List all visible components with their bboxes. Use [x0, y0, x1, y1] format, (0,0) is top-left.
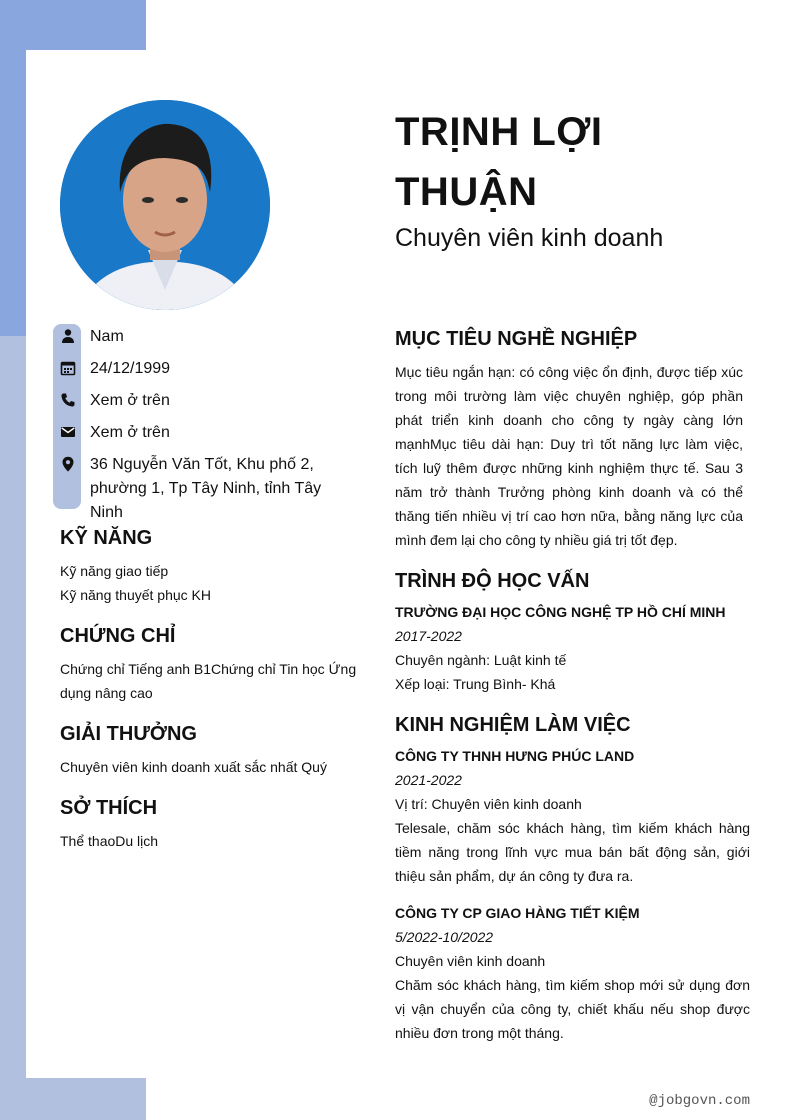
- education-school: TRƯỜNG ĐẠI HỌC CÔNG NGHỆ TP HỒ CHÍ MINH: [395, 604, 726, 620]
- full-name-line-2: THUẬN: [395, 170, 538, 214]
- contact-birthday-text: 24/12/1999: [90, 360, 171, 377]
- experience-heading: KINH NGHIỆM LÀM VIỆC: [395, 714, 631, 736]
- contact-address-text: 36 Nguyễn Văn Tốt, Khu phố 2, phường 1, Tp Tây Ninh, tỉnh Tây Ninh: [90, 456, 322, 521]
- job-title: Chuyên viên kinh doanh: [395, 224, 664, 252]
- profile-photo: [60, 100, 270, 310]
- awards-heading: GIẢI THƯỞNG: [60, 723, 197, 745]
- contact-address: [60, 453, 360, 525]
- contact-phone-text: Xem ở trên: [90, 392, 170, 409]
- decorative-block-bottom: [0, 1078, 146, 1120]
- contact-gender: [60, 325, 360, 349]
- contact-email: [60, 421, 360, 445]
- job-company: CÔNG TY THNH HƯNG PHÚC LAND: [395, 748, 635, 764]
- contact-gender-text: Nam: [90, 328, 124, 345]
- job-position: Chuyên viên kinh doanh: [395, 953, 546, 969]
- full-name: [395, 102, 735, 222]
- skill-item: Kỹ năng giao tiếp: [60, 563, 169, 579]
- job-company: CÔNG TY CP GIAO HÀNG TIẾT KIỆM: [395, 905, 640, 921]
- certificates-heading: CHỨNG CHỈ: [60, 625, 176, 647]
- location-pin-icon: [60, 456, 76, 472]
- job-period: 5/2022-10/2022: [395, 929, 494, 945]
- education-period: 2017-2022: [395, 628, 462, 644]
- education-major: Chuyên ngành: Luật kinh tế: [395, 652, 567, 668]
- skill-item: Kỹ năng thuyết phục KH: [60, 587, 211, 603]
- job-position: Vị trí: Chuyên viên kinh doanh: [395, 796, 582, 812]
- job-period: 2021-2022: [395, 772, 462, 788]
- awards-text: Chuyên viên kinh doanh xuất sắc nhất Quý: [60, 759, 327, 775]
- hobbies-text: Thể thaoDu lịch: [60, 833, 159, 849]
- education-heading: TRÌNH ĐỘ HỌC VẤN: [395, 570, 590, 592]
- person-icon: [60, 328, 76, 344]
- email-icon: [60, 424, 76, 440]
- calendar-icon: [60, 360, 76, 376]
- job-description: Telesale, chăm sóc khách hàng, tìm kiếm khách hàng tiềm năng trong lĩnh vực mua bán bất động sản, giới thiệu sản phẩm, dự án công ty đưa ra.: [395, 820, 750, 884]
- objective-heading: MỤC TIÊU NGHỀ NGHIỆP: [395, 328, 638, 350]
- contact-email-text: Xem ở trên: [90, 424, 170, 441]
- certificates-text: Chứng chỉ Tiếng anh B1Chứng chỉ Tin học Ứng dụng nâng cao: [60, 661, 357, 701]
- hobbies-heading: SỞ THÍCH: [60, 797, 158, 819]
- decorative-strip-left: [0, 336, 26, 1120]
- full-name-line-1: TRỊNH LỢI: [395, 110, 603, 154]
- contact-birthday: [60, 357, 360, 381]
- contact-phone: [60, 389, 360, 413]
- skills-heading: KỸ NĂNG: [60, 527, 153, 549]
- education-grade: Xếp loại: Trung Bình- Khá: [395, 676, 556, 692]
- skills-list: [60, 559, 360, 607]
- job-description: Chăm sóc khách hàng, tìm kiếm shop mới sử dụng đơn vị vận chuyển của công ty, chiết khấu nếu shop được nhiều đơn trong một tháng.: [395, 977, 750, 1041]
- objective-text: Mục tiêu ngắn hạn: có công việc ổn định, được tiếp xúc trong môi trường làm việc chuyên nghiệp, góp phần phát triển kinh doanh cho công ty ngày càng lớn mạnhMục tiêu dài hạn: Duy trì tốt năng lực làm việc, tích luỹ thêm được những kinh nghiệm thực tế. Sau 3 năm trở thành Trưởng phòng kinh doanh và có thể thăng tiến nhiều vị trí cao hơn nữa, bằng năng lực của mình đem lại cho công ty nhiều giá trị tốt đẹp.: [395, 364, 743, 548]
- footer-watermark: @jobgovn.com: [649, 1093, 750, 1109]
- phone-icon: [60, 392, 76, 408]
